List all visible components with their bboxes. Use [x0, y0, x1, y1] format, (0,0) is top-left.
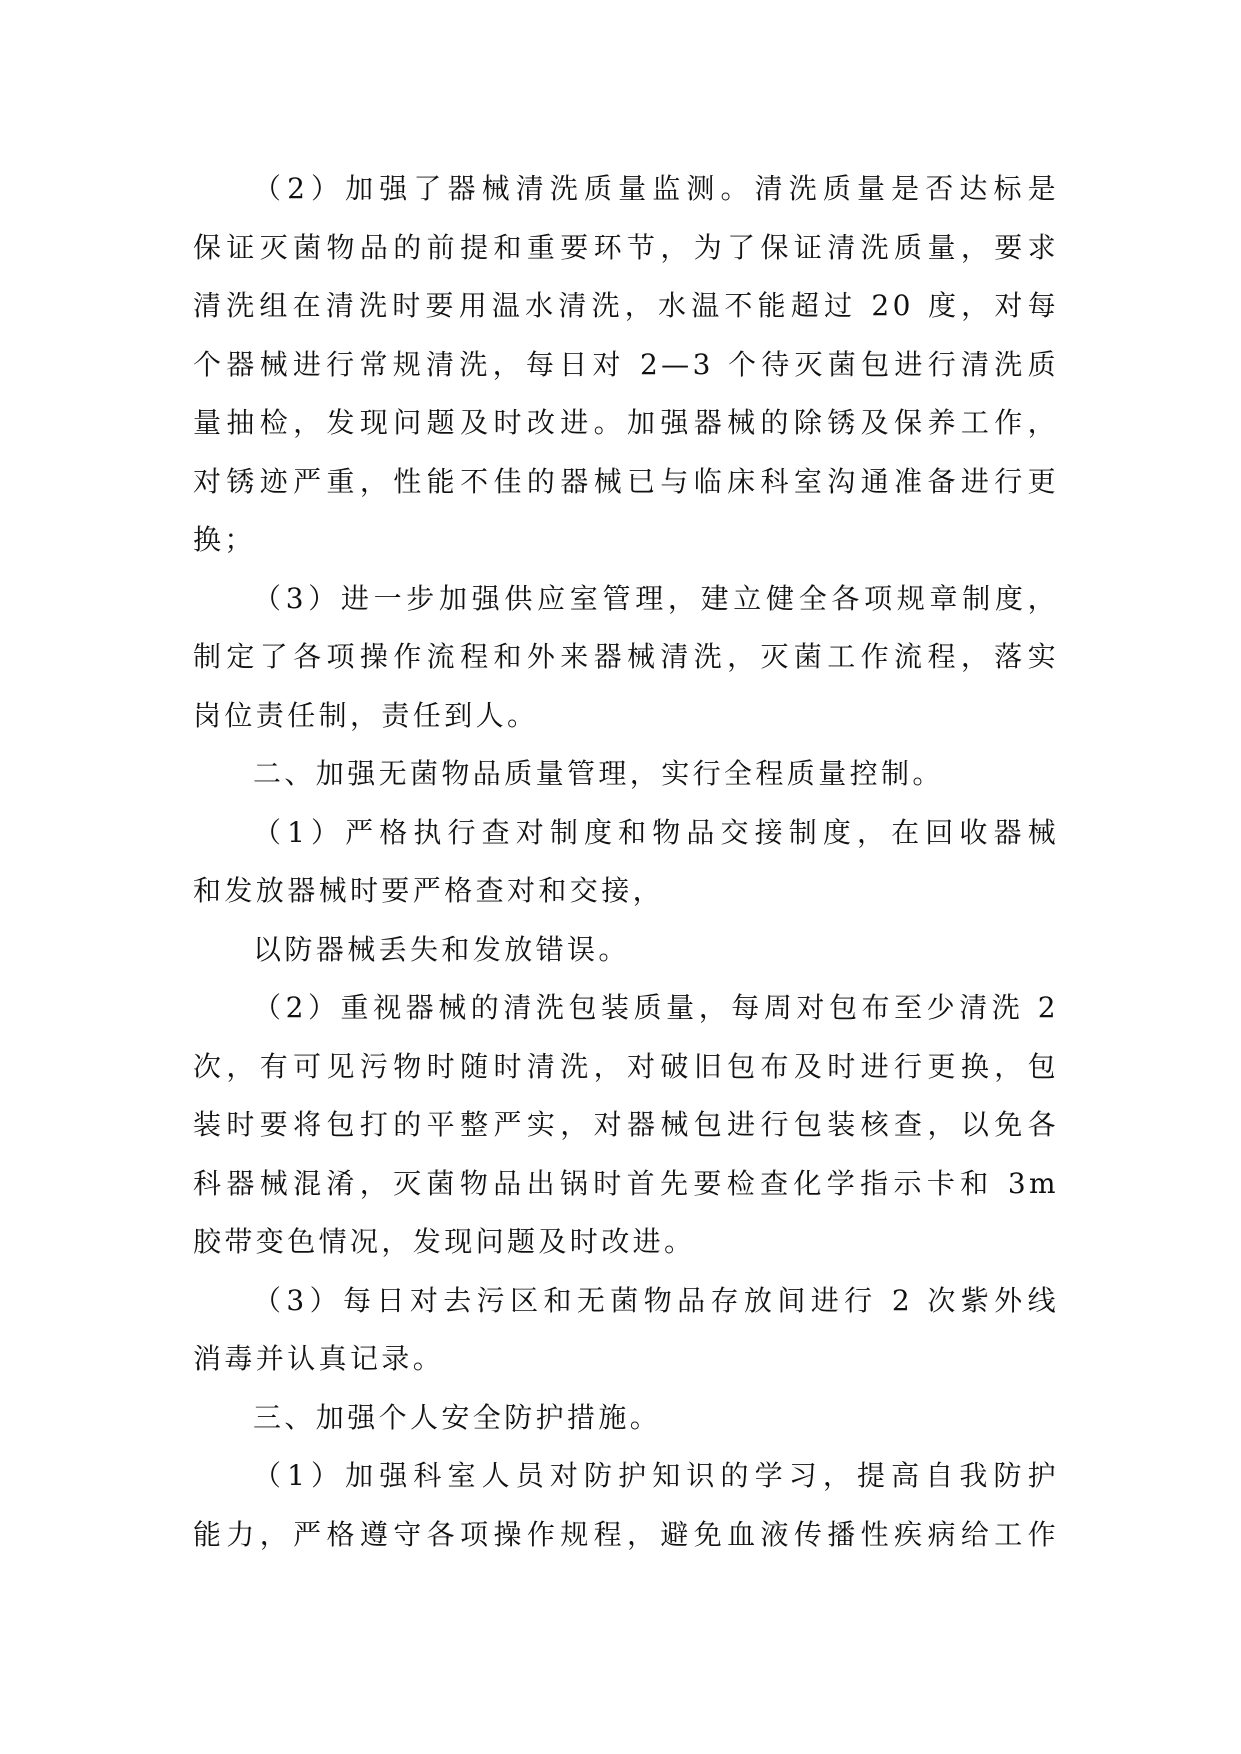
- paragraph-line: 清洗组在清洗时要用温水清洗，水温不能超过 20 度，对每: [193, 289, 1059, 322]
- paragraph-line: （2）加强了器械清洗质量监测。清洗质量是否达标是: [253, 172, 1059, 205]
- paragraph-line: 制定了各项操作流程和外来器械清洗，灭菌工作流程，落实: [193, 640, 1059, 673]
- section-heading: 二、加强无菌物品质量管理，实行全程质量控制。: [253, 757, 944, 790]
- document-body: [193, 160, 1059, 1564]
- paragraph-line: 个器械进行常规清洗，每日对 2—3 个待灭菌包进行清洗质: [193, 347, 1059, 381]
- paragraph-line: 消毒并认真记录。: [193, 1342, 445, 1375]
- paragraph-line: 装时要将包打的平整严实，对器械包进行包装核查，以免各: [193, 1108, 1059, 1141]
- section-heading: 三、加强个人安全防护措施。: [253, 1400, 662, 1434]
- paragraph-line: 岗位责任制，责任到人。: [193, 698, 539, 732]
- paragraph-line: （3）每日对去污区和无菌物品存放间进行 2 次紫外线: [253, 1283, 1059, 1317]
- paragraph-line: 以防器械丢失和发放错误。: [253, 932, 630, 966]
- paragraph-line: 换；: [193, 523, 256, 556]
- paragraph-line: （1）严格执行查对制度和物品交接制度，在回收器械: [253, 815, 1059, 849]
- paragraph-line: 对锈迹严重，性能不佳的器械已与临床科室沟通准备进行更: [193, 464, 1059, 498]
- paragraph-line: 次，有可见污物时随时清洗，对破旧包布及时进行更换，包: [193, 1049, 1059, 1083]
- paragraph-line: （1）加强科室人员对防护知识的学习，提高自我防护: [253, 1459, 1059, 1492]
- paragraph-line: （3）进一步加强供应室管理，建立健全各项规章制度，: [253, 581, 1059, 615]
- paragraph-line: （2）重视器械的清洗包装质量，每周对包布至少清洗 2: [253, 991, 1059, 1024]
- paragraph-line: 科器械混淆，灭菌物品出锅时首先要检查化学指示卡和 3m: [193, 1166, 1059, 1200]
- paragraph-line: 量抽检，发现问题及时改进。加强器械的除锈及保养工作，: [193, 406, 1059, 439]
- paragraph-line: 胶带变色情况，发现问题及时改进。: [193, 1225, 696, 1258]
- paragraph-line: 和发放器械时要严格查对和交接，: [193, 874, 665, 907]
- paragraph-line: 能力，严格遵守各项操作规程，避免血液传播性疾病给工作: [193, 1517, 1059, 1551]
- paragraph-line: 保证灭菌物品的前提和重要环节，为了保证清洗质量，要求: [193, 230, 1059, 264]
